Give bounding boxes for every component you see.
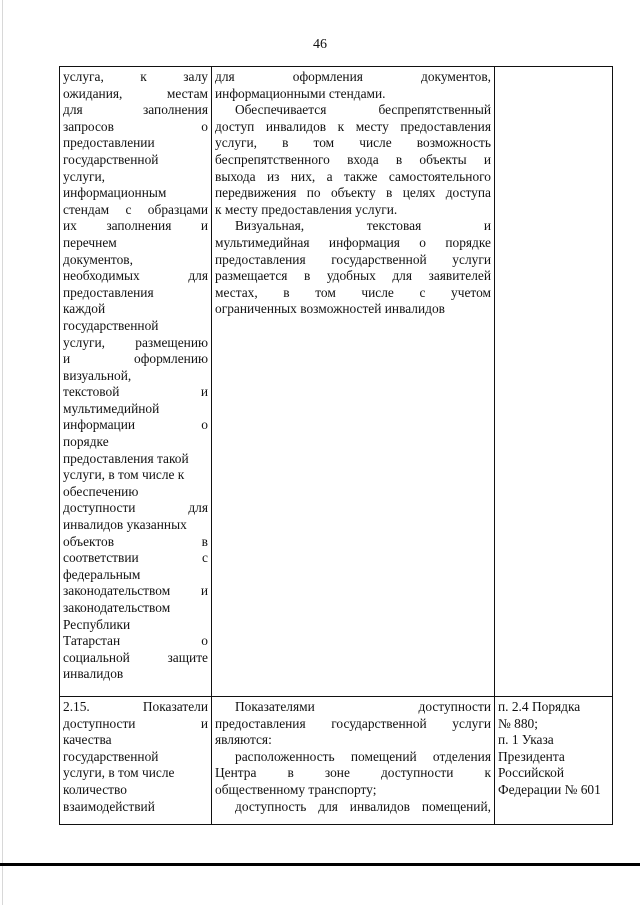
table-row bbox=[60, 697, 613, 825]
text-line: государственной bbox=[63, 317, 159, 333]
text-line: к месту предоставления услуги. bbox=[215, 201, 398, 217]
text-line: каждой bbox=[63, 301, 106, 317]
text-line: п. 1 Указа bbox=[498, 732, 554, 748]
requirement-cell bbox=[60, 67, 212, 697]
text-line: запросов о bbox=[63, 118, 208, 134]
text-line: визуальной, bbox=[63, 367, 132, 383]
text-line: Федерации № 601 bbox=[498, 781, 601, 797]
text-line: доступности и bbox=[63, 715, 208, 731]
text-line: стендам с образцами bbox=[63, 201, 208, 217]
text-line: Визуальная, текстовая и bbox=[235, 218, 491, 234]
text-line: перечнем bbox=[63, 234, 117, 250]
text-line: услуги, в том числе bbox=[63, 765, 175, 781]
scan-bottom-border bbox=[0, 863, 640, 866]
text-line: их заполнения и bbox=[63, 218, 208, 234]
description-cell bbox=[212, 697, 495, 825]
text-line: законодательством и bbox=[63, 583, 208, 599]
description-cell bbox=[212, 67, 495, 697]
text-line: порядке bbox=[63, 434, 109, 450]
text-line: размещается в удобных для заявителей bbox=[215, 268, 491, 284]
text-line: Татарстан о bbox=[63, 633, 208, 649]
text-line: ограниченных возможностей инвалидов bbox=[215, 301, 445, 317]
text-line: Российской bbox=[498, 765, 564, 781]
text-line: мультимедийной bbox=[63, 400, 160, 416]
text-line: предоставления bbox=[63, 284, 154, 300]
text-line: Обеспечивается беспрепятственный bbox=[235, 102, 491, 118]
text-line: Республики bbox=[63, 616, 131, 632]
text-line: услуги, в том числе к bbox=[63, 467, 185, 483]
text-line: мультимедийная информация о порядке bbox=[215, 234, 491, 250]
text-line: обеспечению bbox=[63, 483, 139, 499]
text-line: инвалидов bbox=[63, 666, 124, 682]
text-line: предоставления государственной услуги bbox=[215, 251, 491, 267]
text-line: социальной защите bbox=[63, 649, 208, 665]
text-line: количество bbox=[63, 781, 127, 797]
text-line: объектов в bbox=[63, 533, 208, 549]
table-row bbox=[60, 67, 613, 697]
text-line: предоставлении bbox=[63, 135, 155, 151]
text-line: общественному транспорту; bbox=[215, 781, 377, 797]
text-line: необходимых для bbox=[63, 268, 208, 284]
text-line: доступность для инвалидов помещений, bbox=[235, 798, 491, 814]
text-line: являются: bbox=[215, 732, 272, 748]
text-line: п. 2.4 Порядка bbox=[498, 699, 581, 714]
text-line: беспрепятственного входа в объекты и bbox=[215, 151, 491, 167]
text-line: расположенность помещений отделения bbox=[235, 748, 491, 764]
text-line: информационным bbox=[63, 185, 167, 201]
text-line: 2.15. Показатели bbox=[63, 699, 208, 714]
text-line: доступности для bbox=[63, 500, 208, 516]
text-line: федеральным bbox=[63, 566, 141, 582]
text-line: для заполнения bbox=[63, 102, 208, 118]
requirement-cell bbox=[60, 697, 212, 825]
text-line: услуга, к залу bbox=[63, 69, 208, 84]
text-line: № 880; bbox=[498, 715, 538, 731]
text-line: услуги, bbox=[63, 168, 106, 184]
text-line: ожидания, местам bbox=[63, 85, 208, 101]
text-line: государственной bbox=[63, 151, 159, 167]
text-line: документов, bbox=[63, 251, 133, 267]
text-line: информационными стендами. bbox=[215, 85, 386, 101]
text-line: предоставления такой bbox=[63, 450, 189, 466]
text-line: и оформлению bbox=[63, 351, 208, 367]
text-line: передвижения по объекту в целях доступа bbox=[215, 185, 491, 201]
text-line: предоставления государственной услуги bbox=[215, 715, 491, 731]
text-line: для оформления документов, bbox=[215, 69, 491, 84]
text-line: выхода из них, а также самостоятельного bbox=[215, 168, 491, 184]
text-line: услуги, размещению bbox=[63, 334, 208, 350]
text-line: информации о bbox=[63, 417, 208, 433]
text-line: услуги, в том числе возможность bbox=[215, 135, 491, 151]
text-line: местах, в том числе с учетом bbox=[215, 284, 491, 300]
text-line: Президента bbox=[498, 748, 565, 764]
text-line: Показателями доступности bbox=[235, 699, 491, 714]
text-line: Центра в зоне доступности к bbox=[215, 765, 491, 781]
text-line: соответствии с bbox=[63, 550, 208, 566]
regulation-table bbox=[59, 66, 613, 825]
text-line: законодательством bbox=[63, 600, 171, 615]
text-line: доступ инвалидов к месту предоставления bbox=[215, 118, 491, 134]
text-line: взаимодействий bbox=[63, 798, 155, 814]
reference-cell bbox=[495, 67, 613, 697]
text-line: текстовой и bbox=[63, 384, 208, 400]
text-line: государственной bbox=[63, 748, 159, 764]
reference-cell bbox=[495, 697, 613, 825]
text-line: инвалидов указанных bbox=[63, 517, 187, 533]
page-number: 46 bbox=[313, 37, 327, 52]
text-line: качества bbox=[63, 732, 112, 748]
scan-edge-line bbox=[2, 0, 3, 905]
